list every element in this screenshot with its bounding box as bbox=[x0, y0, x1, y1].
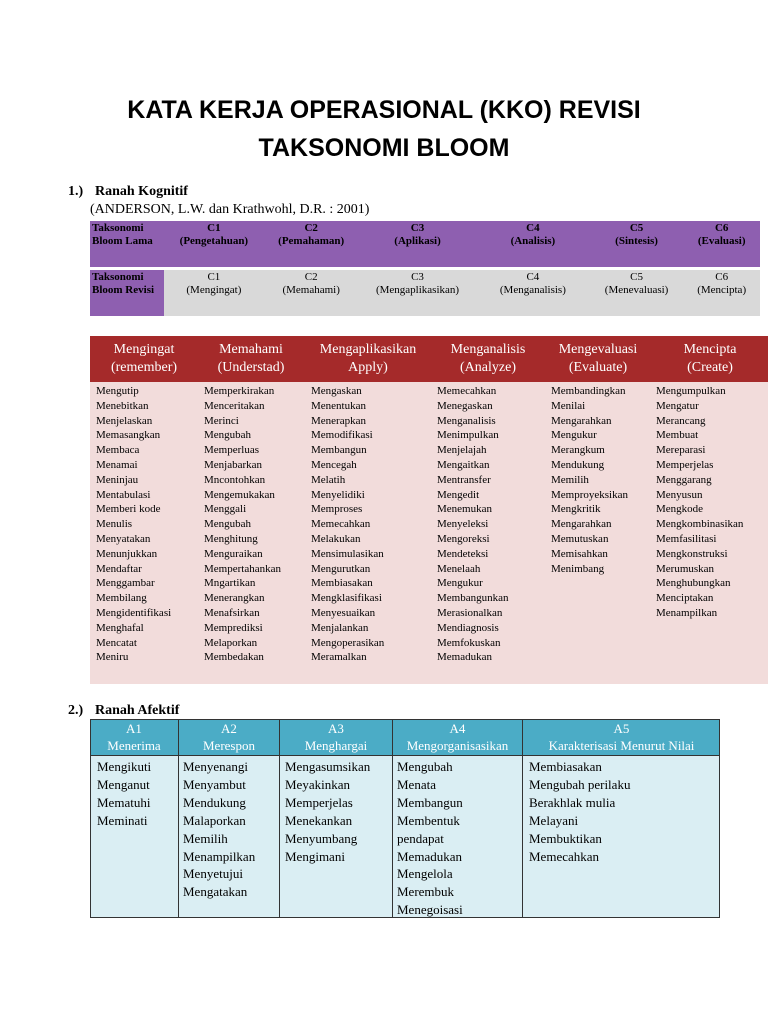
afektif-header: A1 Menerima bbox=[107, 721, 161, 753]
bloom-lama-cell: C4 (Analisis) bbox=[476, 221, 590, 267]
verb-item: Mengatur bbox=[656, 399, 699, 412]
kognitif-header: Mengevaluasi (Evaluate) bbox=[558, 342, 638, 375]
verb-item: Menulis bbox=[96, 518, 133, 531]
verb-item: Menilai bbox=[551, 399, 586, 412]
verb-item: Memisahkan bbox=[551, 547, 608, 560]
verb-item: Menebitkan bbox=[96, 399, 149, 412]
bloom-comparison-table bbox=[90, 221, 760, 316]
verb-item: Mengutip bbox=[96, 385, 139, 397]
verb-item: Menjabarkan bbox=[204, 458, 263, 471]
afektif-header: A5 Karakterisasi Menurut Nilai bbox=[548, 721, 695, 753]
verb-item: Menyesuaikan bbox=[311, 606, 376, 619]
verb-item: Memecahkan bbox=[529, 848, 600, 864]
afektif-column-merespon bbox=[183, 758, 255, 901]
kognitif-header-row bbox=[90, 336, 768, 382]
verb-item: Menganut bbox=[97, 776, 150, 792]
verb-item: Merumuskan bbox=[656, 562, 715, 575]
verb-item: Menggali bbox=[204, 503, 247, 516]
verb-item: Menentukan bbox=[311, 399, 366, 412]
bloom-lama-cell: C3 (Aplikasi) bbox=[359, 221, 476, 267]
verb-item: Menimbang bbox=[551, 562, 605, 575]
verb-item: Mengelola bbox=[397, 866, 453, 882]
verb-item: Menjelaskan bbox=[96, 414, 153, 427]
bloom-revisi-cell: C1 (Mengingat) bbox=[164, 270, 263, 316]
verb-item: Menjalankan bbox=[311, 621, 369, 634]
verb-item: Menyambut bbox=[183, 776, 246, 792]
afektif-column-menerima bbox=[97, 758, 151, 830]
verb-item: Membangunkan bbox=[437, 592, 509, 605]
bloom-lama-cell: C6 (Evaluasi) bbox=[683, 221, 760, 267]
verb-item: Merangkum bbox=[551, 444, 605, 457]
verb-item: Mengoperasikan bbox=[311, 636, 385, 649]
verb-item: Mencegah bbox=[311, 458, 357, 471]
verb-item: Melatih bbox=[311, 473, 346, 486]
verb-item: Mengukur bbox=[437, 577, 483, 590]
verb-item: Mengurutkan bbox=[311, 562, 371, 575]
verb-item: Membedakan bbox=[204, 651, 264, 664]
verb-item: Menghubungkan bbox=[656, 577, 731, 590]
verb-item: Mengkode bbox=[656, 503, 704, 516]
verb-item: Mengubah bbox=[204, 429, 252, 442]
verb-item: Menegoisasi bbox=[397, 902, 463, 918]
verb-item: Mengasumsikan bbox=[285, 759, 371, 774]
section1-label: Ranah Kognitif bbox=[95, 184, 188, 199]
verb-item: Menyetujui bbox=[183, 866, 243, 882]
bloom-revisi-label: Taksonomi Bloom Revisi bbox=[90, 270, 164, 316]
verb-item: Menjelajah bbox=[437, 444, 487, 457]
verb-item: Melayani bbox=[529, 812, 579, 828]
section1-number: 1.) bbox=[68, 184, 84, 199]
verb-item: Merasionalkan bbox=[437, 606, 503, 619]
verb-item: Mendukung bbox=[551, 458, 605, 471]
verb-item: Menggambar bbox=[96, 577, 155, 590]
verb-item: Menimpulkan bbox=[437, 429, 499, 442]
bloom-lama-label: Taksonomi Bloom Lama bbox=[90, 221, 164, 267]
verb-item: Mengarahkan bbox=[551, 518, 612, 531]
kognitif-column-memahami bbox=[204, 384, 281, 665]
verb-item: Mengklasifikasi bbox=[311, 592, 382, 605]
kognitif-column-mengevaluasi bbox=[551, 384, 628, 576]
verb-item: Mencatat bbox=[96, 636, 137, 649]
verb-item: Memodifikasi bbox=[311, 429, 373, 442]
verb-item: Menampilkan bbox=[183, 848, 256, 864]
kognitif-column-menganalisis bbox=[437, 384, 508, 665]
section2-number: 2.) bbox=[68, 703, 84, 718]
bloom-revisi-cell: C3 (Mengaplikasikan) bbox=[359, 270, 476, 316]
kognitif-column-mengingat bbox=[96, 384, 171, 665]
verb-item: Mentabulasi bbox=[96, 488, 151, 501]
kognitif-header: Memahami (Understad) bbox=[217, 342, 285, 375]
verb-item: Membiasakan bbox=[311, 577, 373, 590]
verb-item: Membentuk bbox=[397, 812, 460, 828]
bloom-lama-cell: C5 (Sintesis) bbox=[590, 221, 684, 267]
bloom-revisi-cell: C5 (Menevaluasi) bbox=[590, 270, 684, 316]
verb-item: Menemukan bbox=[437, 503, 492, 516]
verb-item: Menegaskan bbox=[437, 399, 493, 412]
verb-item: Merinci bbox=[204, 414, 239, 427]
verb-item: Meramalkan bbox=[311, 651, 367, 664]
verb-item: Menamai bbox=[96, 458, 138, 471]
verb-item: Menekankan bbox=[285, 812, 353, 828]
verb-item: Menguraikan bbox=[204, 547, 263, 560]
verb-item: Mengkritik bbox=[551, 503, 601, 516]
verb-item: Merembuk bbox=[397, 884, 455, 900]
verb-item: Mempertahankan bbox=[204, 562, 281, 575]
section1-reference: (ANDERSON, L.W. dan Krathwohl, D.R. : 2001) bbox=[90, 202, 370, 217]
afektif-verb-table bbox=[90, 719, 720, 918]
verb-item: Mengemukakan bbox=[204, 488, 275, 501]
verb-item: Melakukan bbox=[311, 532, 361, 545]
verb-item: Menata bbox=[397, 776, 436, 792]
kognitif-header: Mengaplikasikan Apply) bbox=[319, 342, 417, 375]
verb-item: Meninjau bbox=[96, 473, 139, 486]
verb-item: Mengedit bbox=[437, 488, 480, 501]
verb-item: Menelaah bbox=[437, 562, 481, 575]
verb-item: Mengumpulkan bbox=[656, 385, 726, 397]
verb-item: Memproses bbox=[311, 503, 363, 516]
kognitif-column-mencipta bbox=[656, 384, 743, 621]
verb-item: Menganalisis bbox=[437, 414, 496, 427]
verb-item: Mengukur bbox=[551, 429, 597, 442]
verb-item: Menciptakan bbox=[656, 592, 714, 605]
verb-item: Mendukung bbox=[183, 794, 246, 810]
verb-item: Membangun bbox=[397, 794, 463, 810]
bloom-revisi-row bbox=[90, 270, 760, 316]
verb-item: Menampilkan bbox=[656, 606, 718, 619]
verb-item: Menyusun bbox=[656, 488, 703, 501]
verb-item: Membandingkan bbox=[551, 385, 626, 397]
verb-item: Menyeleksi bbox=[437, 518, 489, 531]
verb-item: Menghitung bbox=[204, 532, 258, 545]
kognitif-header: Menganalisis (Analyze) bbox=[450, 342, 526, 375]
verb-item: Membiasakan bbox=[529, 759, 602, 774]
verb-item: Menyelidiki bbox=[311, 488, 365, 501]
verb-item: Memperjelas bbox=[656, 458, 714, 471]
verb-item: Menerangkan bbox=[204, 592, 265, 605]
verb-item: Membaca bbox=[96, 444, 140, 457]
verb-item: Memperkirakan bbox=[204, 385, 275, 397]
verb-item: Mengaitkan bbox=[437, 458, 490, 471]
verb-item: Menggarang bbox=[656, 473, 712, 486]
section2-label: Ranah Afektif bbox=[95, 703, 180, 718]
kognitif-verb-table bbox=[90, 336, 768, 684]
verb-item: Memprediksi bbox=[204, 621, 263, 634]
verb-item: Membuat bbox=[656, 429, 699, 442]
verb-item: Melaporkan bbox=[204, 636, 258, 649]
verb-item: Meyakinkan bbox=[285, 776, 350, 792]
verb-item: Mengarahkan bbox=[551, 414, 612, 427]
verb-item: Mengoreksi bbox=[437, 532, 490, 545]
verb-item: Mereparasi bbox=[656, 444, 706, 457]
page-title: KATA KERJA OPERASIONAL (KKO) REVISI bbox=[127, 96, 641, 124]
afektif-header: A2 Merespon bbox=[203, 721, 255, 753]
verb-item: Mengidentifikasi bbox=[96, 606, 172, 619]
bloom-lama-row bbox=[90, 221, 760, 267]
verb-item: Mengubah bbox=[397, 759, 453, 774]
verb-item: Menerapkan bbox=[311, 414, 366, 427]
verb-item: Menyatakan bbox=[96, 532, 151, 545]
verb-item: Mengaskan bbox=[311, 385, 362, 397]
verb-item: Memecahkan bbox=[311, 518, 371, 531]
afektif-header: A3 Menghargai bbox=[304, 721, 368, 753]
verb-item: Membilang bbox=[96, 592, 147, 605]
verb-item: Mensimulasikan bbox=[311, 547, 384, 560]
verb-item: Memadukan bbox=[397, 848, 462, 864]
verb-item: Mengubah perilaku bbox=[529, 776, 631, 792]
verb-item: Mendeteksi bbox=[437, 547, 489, 560]
verb-item: Mengkombinasikan bbox=[656, 518, 744, 531]
verb-item: Mngartikan bbox=[204, 577, 256, 590]
verb-item: Mematuhi bbox=[97, 794, 151, 810]
kognitif-header: Mengingat (remember) bbox=[110, 342, 178, 375]
verb-item: Memasangkan bbox=[96, 429, 161, 442]
kognitif-header: Mencipta (Create) bbox=[683, 342, 737, 375]
bloom-revisi-cell: C4 (Menganalisis) bbox=[476, 270, 590, 316]
verb-item: Memadukan bbox=[437, 651, 492, 664]
verb-item: Meniru bbox=[96, 651, 129, 664]
bloom-lama-cell: C1 (Pengetahuan) bbox=[164, 221, 263, 267]
afektif-column-mengorganisasikan bbox=[397, 758, 463, 919]
verb-item: Mengkonstruksi bbox=[656, 547, 728, 560]
verb-item: Memproyeksikan bbox=[551, 488, 628, 501]
verb-item: Memperjelas bbox=[285, 794, 353, 810]
verb-item: Memfokuskan bbox=[437, 636, 501, 649]
verb-item: Memberi kode bbox=[96, 503, 161, 516]
verb-item: Mengubah bbox=[204, 518, 252, 531]
verb-item: Memperluas bbox=[204, 444, 259, 457]
verb-item: Meminati bbox=[97, 812, 148, 828]
verb-item: pendapat bbox=[397, 830, 444, 846]
verb-item: Memilih bbox=[551, 473, 589, 486]
verb-item: Mendaftar bbox=[96, 562, 142, 575]
page-subtitle: TAKSONOMI BLOOM bbox=[258, 134, 510, 162]
verb-item: Mengimani bbox=[285, 848, 345, 864]
afektif-column-menghargai bbox=[285, 758, 370, 865]
verb-item: Memecahkan bbox=[437, 385, 497, 397]
afektif-header: A4 Mengorganisasikan bbox=[406, 721, 509, 753]
verb-item: Berakhlak mulia bbox=[529, 794, 616, 810]
verb-item: Merancang bbox=[656, 414, 706, 427]
bloom-revisi-cell: C2 (Memahami) bbox=[263, 270, 359, 316]
verb-item: Menunjukkan bbox=[96, 547, 158, 560]
verb-item: Malaporkan bbox=[183, 812, 246, 828]
bloom-revisi-cell: C6 (Mencipta) bbox=[683, 270, 760, 316]
verb-item: Mendiagnosis bbox=[437, 621, 499, 634]
afektif-column-karakterisasi bbox=[529, 758, 630, 865]
verb-item: Mengatakan bbox=[183, 884, 248, 900]
verb-item: Menafsirkan bbox=[204, 606, 260, 619]
verb-item: Menyumbang bbox=[285, 830, 358, 846]
verb-item: Mncontohkan bbox=[204, 473, 266, 486]
verb-item: Menyenangi bbox=[183, 759, 248, 774]
verb-item: Membangun bbox=[311, 444, 367, 457]
verb-item: Memfasilitasi bbox=[656, 532, 717, 545]
verb-item: Mengikuti bbox=[97, 759, 152, 774]
verb-item: Mentransfer bbox=[437, 473, 491, 486]
bloom-lama-cell: C2 (Pemahaman) bbox=[263, 221, 359, 267]
verb-item: Menceritakan bbox=[204, 399, 265, 412]
verb-item: Menghafal bbox=[96, 621, 144, 634]
kognitif-column-mengaplikasikan bbox=[311, 384, 384, 665]
verb-item: Memilih bbox=[183, 830, 228, 846]
verb-item: Membuktikan bbox=[529, 830, 602, 846]
verb-item: Memutuskan bbox=[551, 532, 609, 545]
